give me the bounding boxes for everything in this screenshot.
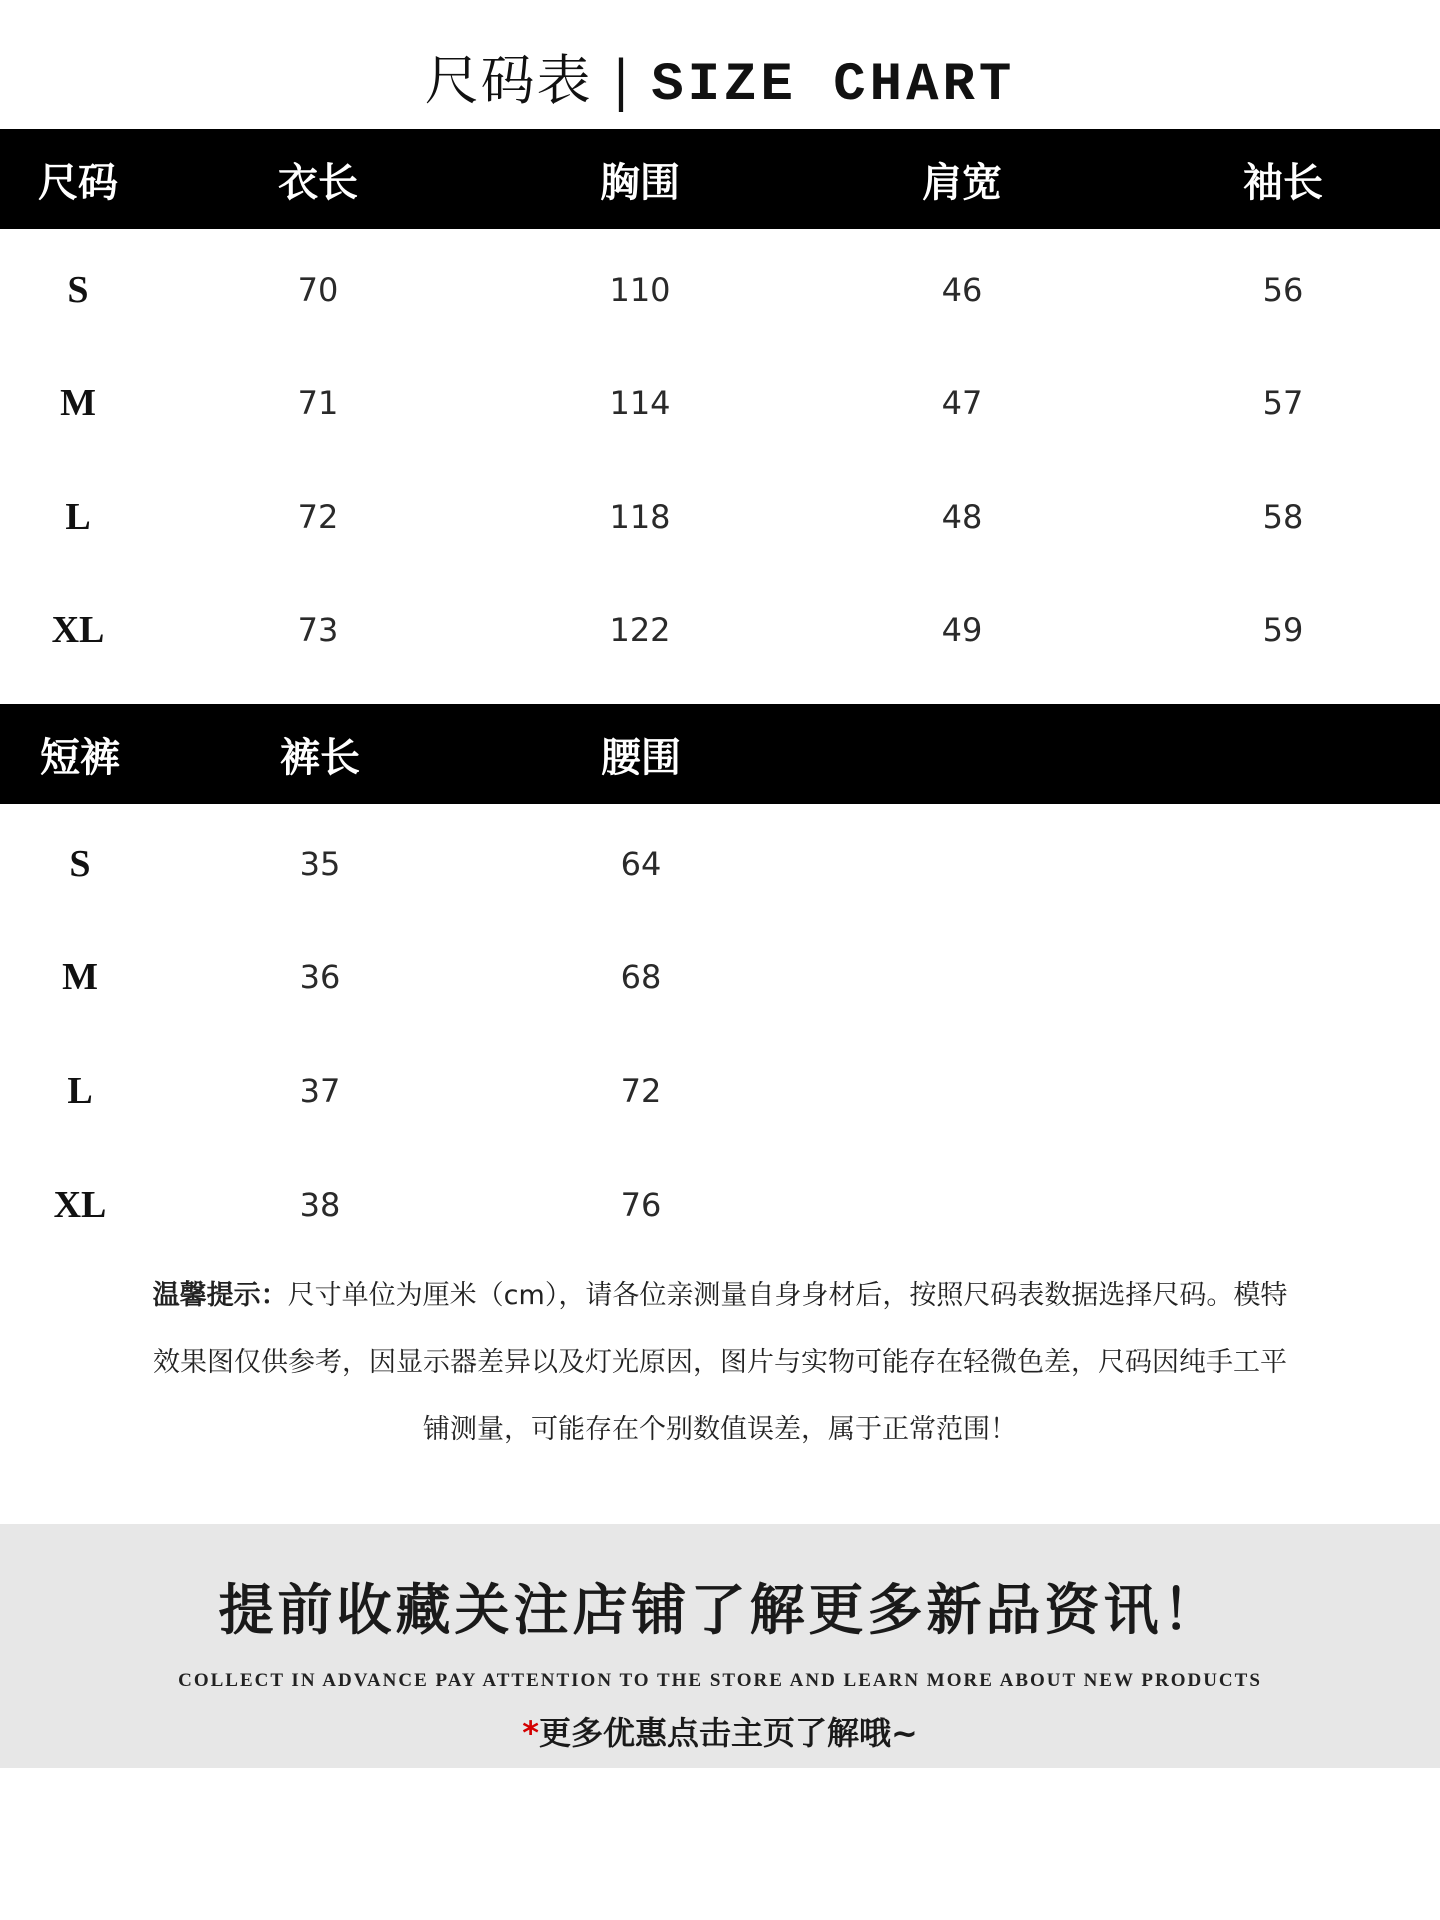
header-chest: 胸围: [600, 158, 680, 206]
cell-chest: 114: [609, 383, 671, 422]
cell-sleeve: 59: [1262, 610, 1304, 649]
title-separator: |: [611, 49, 633, 112]
homepage-link-label: 更多优惠点击主页了解哦~: [538, 1714, 918, 1752]
cell-size: M: [60, 381, 96, 424]
notice-text: 尺寸单位为厘米（cm），请各位亲测量自身身材后，按照尺码表数据选择尺码。模特效果图仅供参考，因显示器差异以及灯光原因，图片与实物可能存在轻微色差，尺码因纯手工平铺测量，可能存在个别数值误差，属于正常范围！: [153, 1280, 1288, 1445]
cell-pants-length: 38: [299, 1185, 341, 1224]
star-icon: *: [522, 1714, 539, 1752]
header-shorts: 短裤: [40, 733, 120, 781]
cell-size: XL: [51, 608, 105, 651]
header-shoulder: 肩宽: [922, 158, 1002, 206]
cell-length: 72: [297, 497, 339, 536]
table-row: [0, 573, 1440, 686]
header-sleeve: 袖长: [1243, 158, 1323, 206]
follow-banner: [0, 1524, 1440, 1768]
cell-size: S: [67, 268, 89, 311]
cell-size: XL: [53, 1183, 107, 1226]
cell-sleeve: 56: [1262, 270, 1304, 309]
title-en: SIZE CHART: [651, 55, 1016, 116]
cell-length: 73: [297, 610, 339, 649]
table-row: [0, 1148, 1440, 1261]
cell-pants-length: 37: [299, 1071, 341, 1110]
cell-waist: 64: [620, 844, 662, 883]
table-row: [0, 460, 1440, 573]
cell-waist: 76: [620, 1185, 662, 1224]
cell-size: M: [62, 955, 98, 998]
shorts-table-header: [0, 704, 1440, 804]
cell-pants-length: 35: [299, 844, 341, 883]
table-row: [0, 1034, 1440, 1147]
title-cn: 尺码表: [424, 49, 593, 112]
cell-size: S: [69, 842, 91, 885]
notice-label: 温馨提示：: [152, 1280, 288, 1311]
table-row: [0, 346, 1440, 459]
banner-headline: 提前收藏关注店铺了解更多新品资讯！: [218, 1578, 1222, 1642]
cell-pants-length: 36: [299, 957, 341, 996]
banner-subline: COLLECT IN ADVANCE PAY ATTENTION TO THE STORE AND LEARN MORE ABOUT NEW PRODUCTS: [178, 1670, 1262, 1691]
header-length: 衣长: [278, 158, 358, 206]
cell-chest: 110: [609, 270, 671, 309]
cell-shoulder: 48: [941, 497, 983, 536]
cell-waist: 72: [620, 1071, 662, 1110]
cell-length: 71: [297, 383, 339, 422]
cell-length: 70: [297, 270, 339, 309]
table-row: [0, 920, 1440, 1033]
cell-shoulder: 46: [941, 270, 983, 309]
homepage-link[interactable]: [0, 1708, 1440, 1754]
header-size: 尺码: [38, 158, 118, 206]
cell-waist: 68: [620, 957, 662, 996]
table-row: [0, 807, 1440, 920]
header-waist: 腰围: [601, 733, 681, 781]
cell-size: L: [65, 495, 91, 538]
cell-chest: 122: [609, 610, 671, 649]
cell-chest: 118: [609, 497, 671, 536]
cell-sleeve: 57: [1262, 383, 1304, 422]
cell-size: L: [67, 1069, 93, 1112]
cell-shoulder: 47: [941, 383, 983, 422]
cell-sleeve: 58: [1262, 497, 1304, 536]
top-table-header: [0, 129, 1440, 229]
size-notice: [150, 1262, 1290, 1463]
header-pants-length: 裤长: [280, 733, 360, 781]
cell-shoulder: 49: [941, 610, 983, 649]
page-title: [0, 38, 1440, 116]
table-row: [0, 233, 1440, 346]
